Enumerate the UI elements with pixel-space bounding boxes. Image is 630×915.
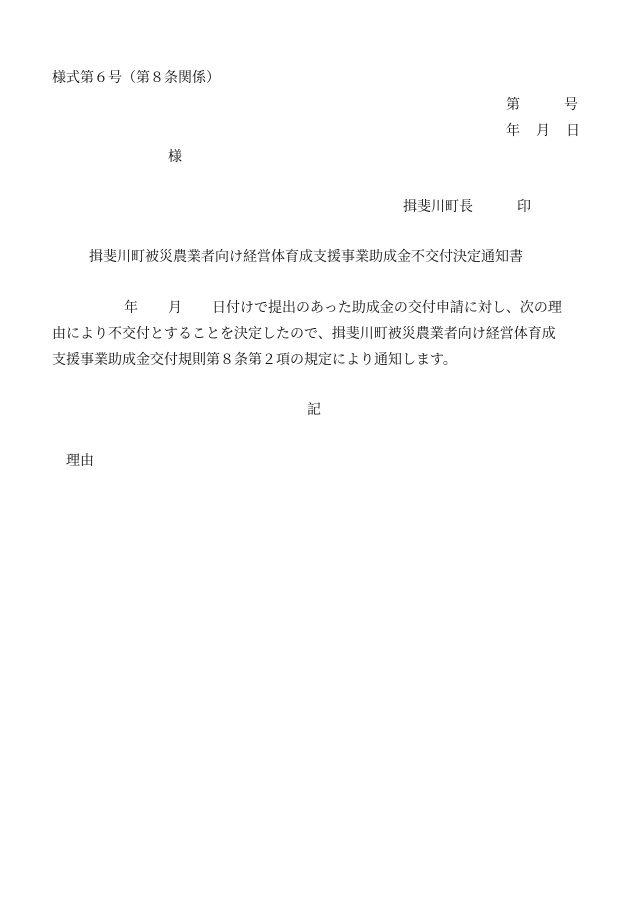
issuer xyxy=(403,197,531,217)
issue-date xyxy=(506,121,580,141)
doc-number-suffix: 号 xyxy=(564,97,578,113)
ki-mark: 記 xyxy=(307,402,321,418)
body-month: 月 xyxy=(168,300,182,316)
body-line-1 xyxy=(124,298,562,318)
body-line-2: 由により不交付とすることを決定したので、揖斐川町被災農業者向け経営体育成 xyxy=(52,326,556,342)
date-year: 年 xyxy=(506,123,520,139)
form-number: 様式第６号（第８条関係） xyxy=(52,70,220,86)
document-number xyxy=(506,95,578,115)
issuer-name: 揖斐川町長 xyxy=(403,199,473,215)
document-title: 揖斐川町被災農業者向け経営体育成支援事業助成金不交付決定通知書 xyxy=(89,249,523,265)
reason-label: 理由 xyxy=(66,453,94,469)
date-day: 日 xyxy=(566,123,580,139)
body-line-3: 支援事業助成金交付規則第８条第２項の規定により通知します。 xyxy=(52,352,457,368)
addressee: 様 xyxy=(168,149,182,165)
seal-mark: 印 xyxy=(517,199,531,215)
doc-number-prefix: 第 xyxy=(506,97,520,113)
body-year: 年 xyxy=(124,300,138,316)
date-month: 月 xyxy=(536,123,550,139)
body-line-1-text: 日付けで提出のあった助成金の交付申請に対し、次の理 xyxy=(212,300,562,316)
